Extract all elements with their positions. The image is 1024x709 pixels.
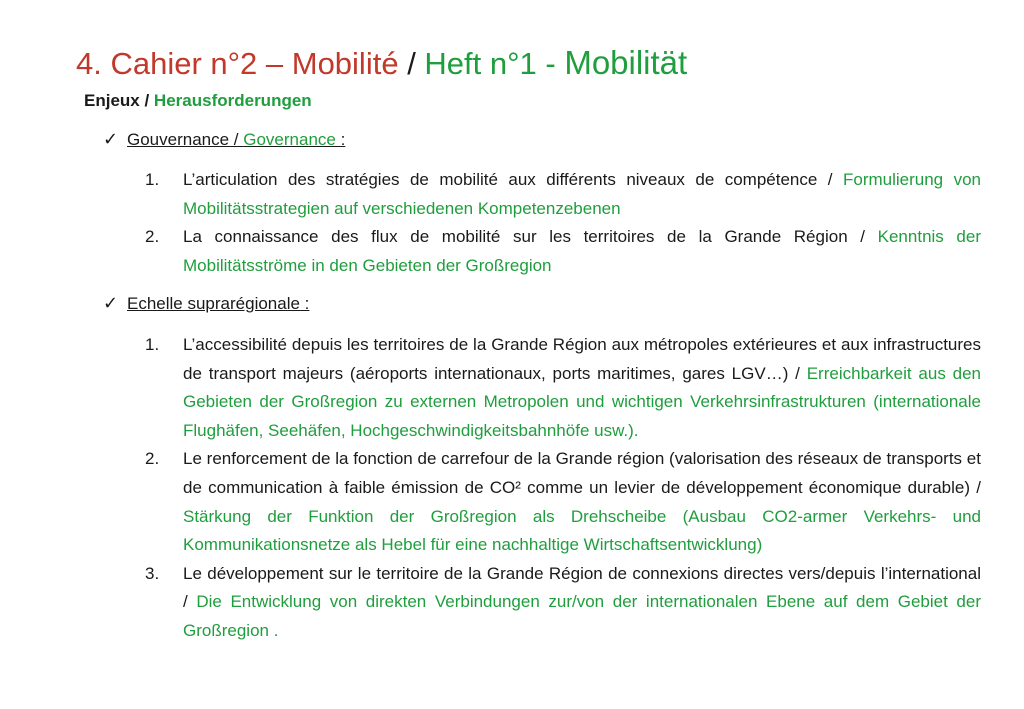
item-text bbox=[183, 331, 981, 445]
title-french: 4. Cahier n°2 – Mobilité bbox=[76, 46, 399, 81]
title-german: Heft n°1 - bbox=[424, 46, 565, 81]
item-text bbox=[183, 560, 981, 646]
subtitle-french: Enjeux bbox=[84, 91, 140, 110]
item-number: 1. bbox=[145, 170, 160, 189]
item-number: 3. bbox=[145, 563, 160, 583]
item-text-german: Kenntnis der Mobilitätsströme in den Gebieten der Großregion bbox=[183, 227, 981, 275]
title-german-mobility: Mobilität bbox=[564, 44, 688, 81]
item-text bbox=[183, 445, 981, 559]
list-item bbox=[145, 445, 981, 559]
supraregional-list bbox=[145, 331, 981, 646]
checkmark-icon: ✓ bbox=[103, 293, 119, 313]
list-item bbox=[145, 331, 981, 445]
list-item bbox=[145, 560, 981, 646]
heading-german: Governance bbox=[243, 130, 341, 149]
list-item bbox=[145, 166, 981, 223]
item-text-german: Erreichbarkeit aus den Gebieten der Großregion zu externen Metropolen und wichtigen Verkehrsinfrastrukturen (internationale Flughäfen, Seehäfen, Hochgeschwindigkeitsbahnhöfe usw.). bbox=[183, 363, 981, 440]
section-heading-governance bbox=[103, 127, 345, 152]
subtitle-separator: / bbox=[139, 91, 154, 110]
item-text-french: Le développement sur le territoire de la Grande Région de connexions directes vers/depuis l’international / bbox=[183, 563, 981, 612]
section-heading-supraregional bbox=[103, 291, 309, 316]
governance-list bbox=[145, 166, 981, 280]
item-text-french: La connaissance des flux de mobilité sur les territoires de la Grande Région / bbox=[183, 227, 878, 247]
heading-colon: : bbox=[340, 130, 346, 149]
list-item bbox=[145, 223, 981, 280]
heading-french: Gouvernance / bbox=[127, 130, 244, 149]
item-number: 2. bbox=[145, 449, 160, 469]
slide-title bbox=[76, 44, 687, 83]
subtitle bbox=[84, 91, 312, 111]
subtitle-german: Herausforderungen bbox=[153, 91, 312, 110]
item-text-french: L’accessibilité depuis les territoires de la Grande Région aux métropoles extérieures et aux infrastructures de transport majeurs (aéroports internationaux, ports maritimes, gares LGV…) / bbox=[183, 335, 981, 383]
item-text bbox=[183, 223, 981, 280]
title-separator: / bbox=[398, 46, 425, 81]
item-text bbox=[183, 166, 981, 223]
heading-french: Echelle suprarégionale : bbox=[127, 294, 310, 313]
item-number: 2. bbox=[145, 227, 160, 247]
checkmark-icon: ✓ bbox=[103, 129, 119, 149]
item-text-german: Die Entwicklung von direkten Verbindungen zur/von der internationalen Ebene auf dem Gebiet der Großregion . bbox=[183, 592, 981, 640]
item-text-french: L’articulation des stratégies de mobilité aux différents niveaux de compétence / bbox=[183, 170, 843, 189]
item-text-german: Formulierung von Mobilitätsstrategien auf verschiedenen Kompetenzebenen bbox=[183, 170, 981, 218]
item-text-german: Stärkung der Funktion der Großregion als Drehscheibe (Ausbau CO2-armer Verkehrs- und Kommunikationsnetze als Hebel für eine nachhaltige Wirtschaftsentwicklung) bbox=[183, 506, 981, 555]
item-number: 1. bbox=[145, 335, 160, 354]
item-text-french: Le renforcement de la fonction de carrefour de la Grande région (valorisation des réseaux de transports et de communication à faible émission de CO² comme un levier de développement économique durable) / bbox=[183, 449, 981, 497]
